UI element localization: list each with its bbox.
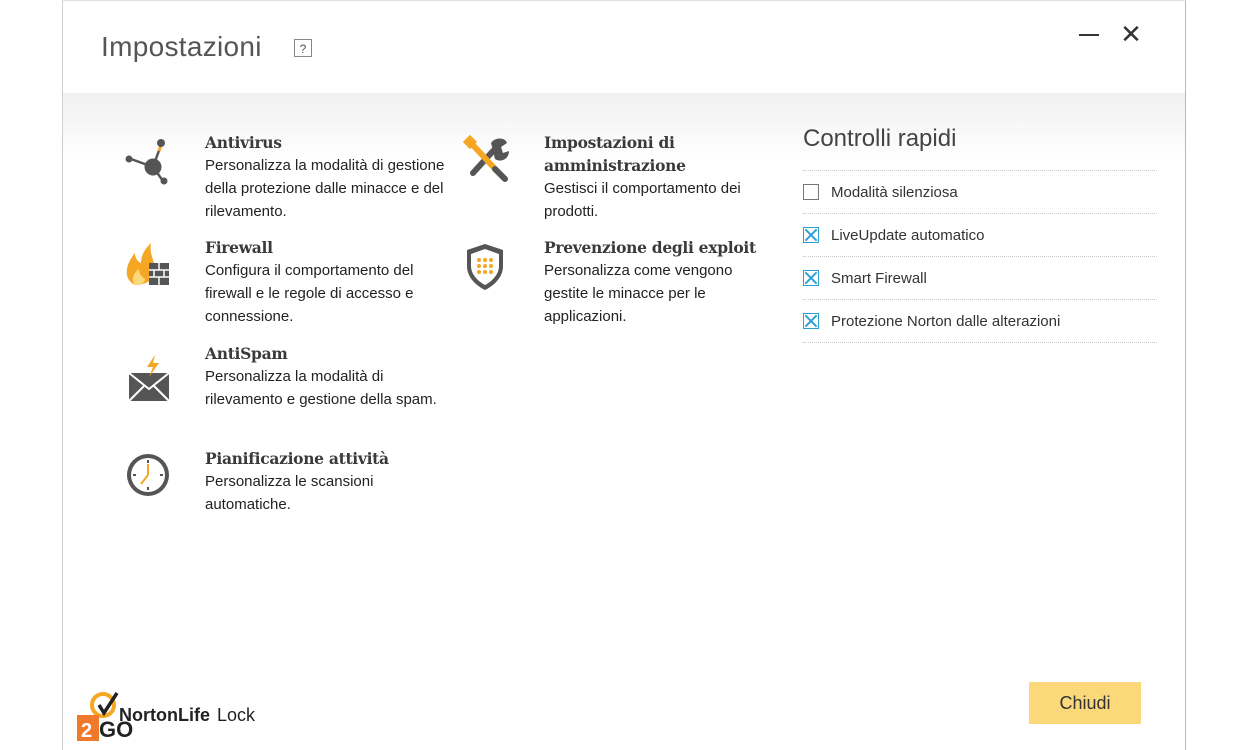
setting-antispam[interactable] xyxy=(205,342,455,411)
quick-control-label: LiveUpdate automatico xyxy=(831,226,985,244)
antispam-icon xyxy=(125,353,177,405)
title-bar xyxy=(63,1,1185,93)
setting-firewall[interactable] xyxy=(205,236,455,328)
svg-text:2: 2 xyxy=(81,720,93,742)
setting-title: Firewall xyxy=(205,238,273,257)
setting-exploit-prevention[interactable] xyxy=(544,236,774,328)
quick-control-tamper-protection[interactable] xyxy=(803,300,1157,343)
svg-text:GO: GO xyxy=(99,717,134,742)
setting-description: Gestisci il comportamento dei prodotti. xyxy=(544,180,741,220)
setting-antivirus[interactable] xyxy=(205,131,455,223)
checkbox[interactable] xyxy=(803,270,819,286)
setting-title: AntiSpam xyxy=(205,344,288,363)
setting-title: Impostazioni di amministrazione xyxy=(544,133,686,175)
quick-control-label: Protezione Norton dalle alterazioni xyxy=(831,312,1061,330)
quick-control-liveupdate[interactable] xyxy=(803,214,1157,257)
help-icon[interactable]: ? xyxy=(294,39,312,57)
quick-control-label: Modalità silenziosa xyxy=(831,183,958,201)
window-title: Impostazioni xyxy=(101,31,262,62)
checkbox[interactable] xyxy=(803,184,819,200)
quick-controls-list xyxy=(803,170,1157,343)
setting-title: Antivirus xyxy=(205,133,282,152)
close-icon[interactable]: ✕ xyxy=(1120,19,1142,49)
close-button[interactable]: Chiudi xyxy=(1029,682,1141,724)
firewall-icon xyxy=(121,239,173,291)
nortonlifelock-logo xyxy=(77,691,277,741)
checkbox[interactable] xyxy=(803,227,819,243)
setting-title: Pianificazione attività xyxy=(205,449,389,468)
shield-icon xyxy=(459,240,511,292)
setting-description: Personalizza come vengono gestite le minacce per le applicazioni. xyxy=(544,262,733,325)
setting-description: Configura il comportamento del firewall e le regole di accesso e connessione. xyxy=(205,262,414,325)
quick-control-silent-mode[interactable] xyxy=(803,171,1157,214)
quick-controls-title: Controlli rapidi xyxy=(803,125,957,152)
setting-description: Personalizza le scansioni automatiche. xyxy=(205,473,374,513)
checkbox[interactable] xyxy=(803,313,819,329)
settings-window xyxy=(62,0,1186,750)
minimize-button[interactable] xyxy=(1079,23,1101,45)
setting-task-scheduling[interactable] xyxy=(205,447,455,516)
quick-control-label: Smart Firewall xyxy=(831,269,927,287)
setting-description: Personalizza la modalità di gestione della protezione dalle minacce e del rilevamento. xyxy=(205,157,445,220)
tools-icon xyxy=(461,133,513,185)
setting-administration[interactable] xyxy=(544,131,774,223)
setting-title: Prevenzione degli exploit xyxy=(544,238,756,257)
antivirus-icon xyxy=(121,135,173,187)
svg-text:Lock: Lock xyxy=(217,705,256,725)
quick-control-smart-firewall[interactable] xyxy=(803,257,1157,300)
clock-icon xyxy=(123,451,175,503)
setting-description: Personalizza la modalità di rilevamento e gestione della spam. xyxy=(205,368,437,408)
svg-text:NortonLife: NortonLife xyxy=(119,705,210,725)
